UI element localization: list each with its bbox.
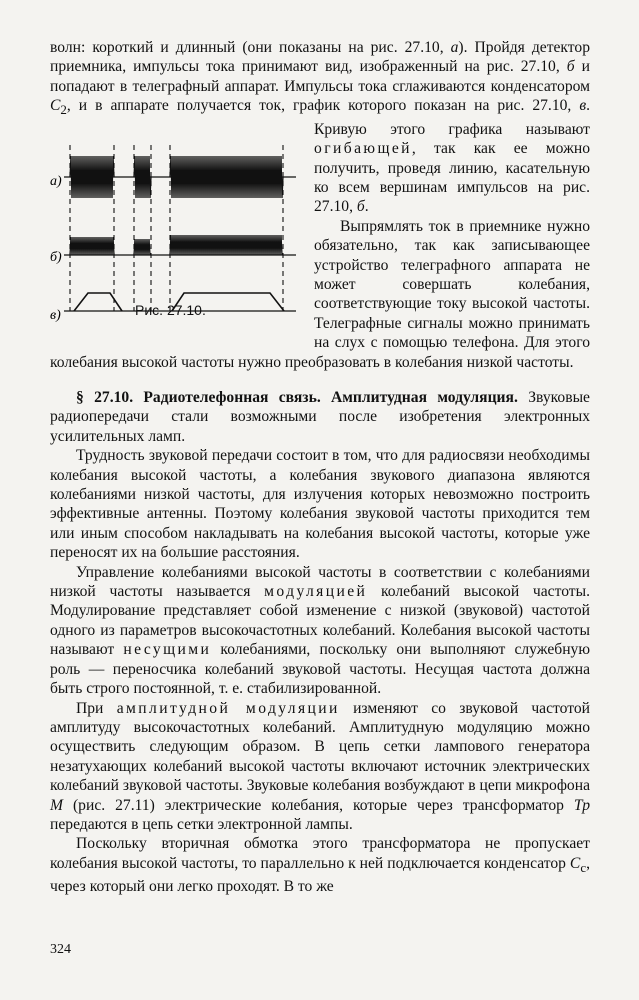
label-b: б) [50,249,62,265]
text: и попадают в телеграфный аппарат. Импульсы тока сглаживаются конденсатором [50,58,591,95]
text: Звуковые радиопередачи стали возможными после изобретения электронных усилительных ламп. [50,389,590,445]
text: волн: короткий и длинный (они показаны на рис. 27.10, [50,39,451,56]
text: изменяют со звуковой частотой амплитуду высокочастотных колебаний. Амплитудную модуляцию можно осуществить следующим образом. В цепь сетки лампового генератора незатухающих колебаний высокой частоты включают источник электрических колебаний звуковой частоты. Звуковые колебания возбуждают в цепи микрофона [50,699,590,795]
text: Тр [573,796,590,814]
text: , и в аппарате получается ток, график которого показан на рис. 27.10, [66,97,580,115]
text: колебаний высокой частоты. Модулирование представляет собой изменение с низкой (звуковой) частотой одного из параметров высокочастотных колебаний. Колебания высокой частоты называют [50,583,590,659]
text: передаются в цепь сетки электронной лампы. [50,815,353,833]
text: (рис. 27.11) электрические колебания, которые через трансформатор [63,796,574,814]
text: При [76,699,117,717]
text: 2 [60,102,67,118]
text: Управление колебаниями высокой частоты в соответствии с колебаниями низкой частоты называется [50,563,590,601]
page-content [50,38,590,897]
paragraph-6 [50,834,590,896]
spaced-term: огибающей [314,140,412,158]
text: . [364,198,369,216]
paragraph-2: Выпрямлять ток в приемнике нужно обязательно, так как записывающее устройство телеграфного аппарата не может совершать колебания, соответствующие току высокой частоты. Телеграфные сигналы можно принимать на слух с помощью телефона. Для этого колебания высокой частоты нужно преобразовать в колебания низкой частоты. [50,217,590,371]
section-heading-paragraph [50,388,590,446]
text: C [569,854,581,872]
text: Поскольку вторичная обмотка этого трансформатора не пропускает колебания высокой частоты, то параллельно к ней подключается конденсатор [50,835,590,872]
text: а [450,39,459,56]
section-title: Радиотелефонная связь. Амплитудная модуляция. [143,389,518,407]
label-v: в) [50,307,61,323]
page-number: 324 [50,942,71,957]
figure-caption: Рис. 27.10. [135,301,206,318]
text: ). Пройдя детектор приемника, импульсы тока принимают вид, изображенный на рис. 27.10, [50,39,590,76]
text: колебаниями, поскольку они выполняют служебную роль — переносчика колебаний звуковой частоты. Несущая частота должна быть строго постоянной, т. е. стабилизированной. [50,641,590,698]
section-number: § 27.10. [76,389,134,407]
paragraph-3: Трудность звуковой передачи состоит в том, что для радиосвязи необходимы колебания высокой частоты, а колебания звукового диапазона являются колебаниями низкой частоты, для излучения которых невозможно построить эффективные антенны. Поэтому колебания звуковой частоты приходится тем или иным способом накладывать на колебания высокой частоты, которые уже переносят их на большие расстояния. [50,447,590,562]
text: М [50,796,63,814]
spaced-term: модуляцией [264,583,368,601]
label-a: а) [50,173,62,189]
text: с [580,859,587,875]
spaced-term: амплитудной модуляции [116,699,340,717]
text: C [50,97,61,115]
text: . Кривую этого графика называют [314,97,590,138]
paragraph-4 [50,563,590,699]
text: б [356,198,365,216]
text: в [579,97,587,115]
text: , так как ее можно получить, проведя линию, касательную ко всем вершинам импульсов на рис. 27.10, [314,140,590,216]
spaced-term: несущими [123,641,212,659]
figure-27-10 [50,125,304,347]
text: , через который они легко проходят. В то же [50,854,590,896]
paragraph-5 [50,699,590,835]
text: б [566,58,575,76]
